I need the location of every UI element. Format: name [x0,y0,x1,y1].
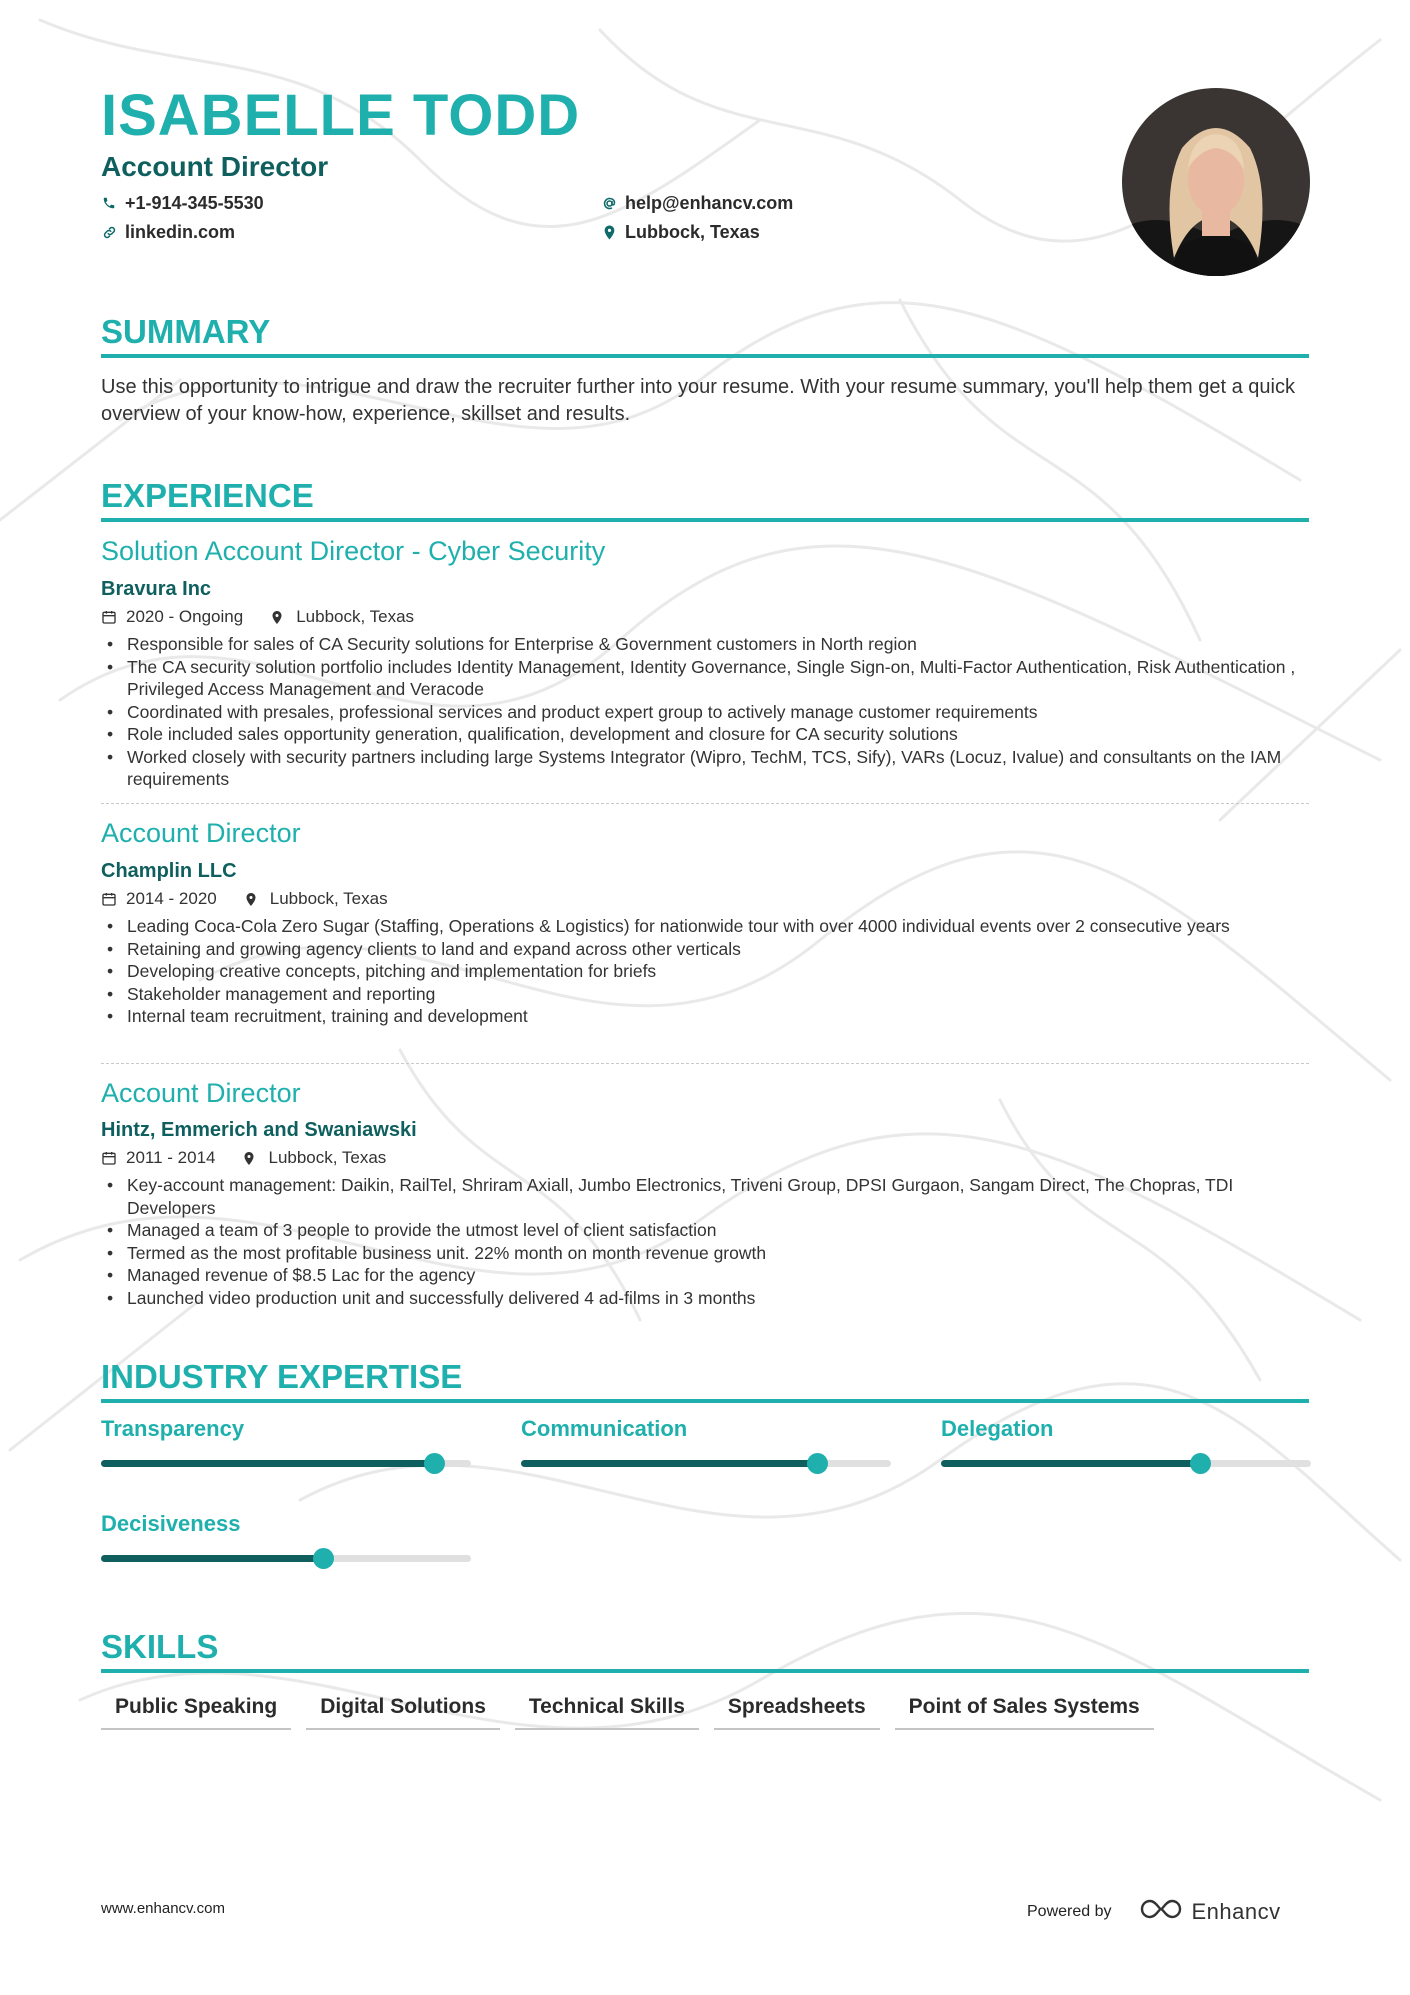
list-item: • Key-account management: Daikin, RailTel, Shriram Axiall, Jumbo Electronics, Triveni Group, DPSI Gurgaon, Sangam Direct, The Chopras, TDI Developers [127,1174,1309,1219]
summary-text: Use this opportunity to intrigue and draw the recruiter further into your resume. With your resume summary, you'll help them get a quick overview of your know-how, experience, skillset and results. [101,376,1295,425]
job-company: Hintz, Emmerich and Swaniawski [101,1119,417,1141]
expertise-item [941,1416,1311,1467]
list-item: • Internal team recruitment, training and development [127,1005,1309,1028]
profile-photo [1122,88,1310,276]
powered-by-text: Powered by [1027,1902,1112,1920]
expertise-fill [101,1555,323,1562]
contact-phone [101,192,264,214]
job-dates: 2011 - 2014 [126,1148,216,1167]
list-item: • Managed revenue of $8.5 Lac for the agency [127,1264,1309,1287]
skills-heading: SKILLS [101,1628,219,1665]
job-company: Bravura Inc [101,578,212,600]
job-title: Account Director [101,1078,301,1108]
expertise-bar [941,1460,1311,1467]
list-item: • Retaining and growing agency clients to land and expand across other verticals [127,938,1309,961]
list-item: • Coordinated with presales, professional services and product expert group to actively manage customer requirements [127,701,1309,724]
list-item: • Launched video production unit and successfully delivered 4 ad-films in 3 months [127,1287,1309,1310]
job-location: Lubbock, Texas [269,889,388,908]
expertise-bar [101,1555,471,1562]
job-dates: 2014 - 2020 [126,889,217,908]
list-item: • Leading Coca-Cola Zero Sugar (Staffing, Operations & Logistics) for nationwide tour with over 4000 individual events over 2 consecutive years [127,915,1309,938]
list-item: • Developing creative concepts, pitching and implementation for briefs [127,960,1309,983]
expertise-label: Delegation [941,1416,1054,1441]
expertise-bar [521,1460,891,1467]
expertise-rule [101,1399,1309,1403]
expertise-label: Transparency [101,1416,245,1441]
expertise-item [101,1416,471,1467]
expertise-dot [424,1453,445,1474]
skill-tag: Technical Skills [515,1694,699,1730]
expertise-bar [101,1460,471,1467]
expertise-fill [941,1460,1200,1467]
list-item: • Responsible for sales of CA Security solutions for Enterprise & Government customers in North region [127,633,1309,656]
email-text[interactable]: help@enhancv.com [625,193,794,213]
link-icon [101,224,117,240]
enhancv-logo-icon [1138,1897,1184,1926]
expertise-fill [521,1460,817,1467]
job-location: Lubbock, Texas [296,607,415,626]
phone-icon [101,195,117,211]
list-item: • Managed a team of 3 people to provide the utmost level of client satisfaction [127,1219,1309,1242]
location-pin-icon [601,224,617,240]
job-meta [101,888,388,910]
job-bullets [101,633,1309,791]
linkedin-text[interactable]: linkedin.com [125,222,236,242]
brand-name: Enhancv [1191,1898,1281,1924]
skills-rule [101,1669,1309,1673]
job-dates: 2020 - Ongoing [126,607,244,626]
phone-text[interactable]: +1-914-345-5530 [125,193,264,213]
contact-location [601,221,760,243]
calendar-icon [101,609,117,625]
skills-list [101,1694,1169,1730]
experience-heading: EXPERIENCE [101,477,314,514]
calendar-icon [101,891,117,907]
footer-website[interactable]: www.enhancv.com [101,1900,225,1917]
location-pin-icon [245,891,261,907]
expertise-label: Communication [521,1416,688,1441]
at-icon [601,195,617,211]
list-item: • Termed as the most profitable business unit. 22% month on month revenue growth [127,1242,1309,1265]
list-item: • The CA security solution portfolio includes Identity Management, Identity Governance, Single Sign-on, Multi-Factor Authentication, Risk Authentication , Privileged Access Management and Veracode [127,656,1309,701]
list-item: • Role included sales opportunity generation, qualification, development and closure for CA security solutions [127,723,1309,746]
job-bullets [101,1174,1309,1309]
job-location: Lubbock, Texas [268,1148,387,1167]
list-item: • Worked closely with security partners including large Systems Integrator (Wipro, TechM, TCS, Sify), VARs (Locuz, Ivalue) and consultants on the IAM requirements [127,746,1309,791]
summary-rule [101,354,1309,358]
expertise-dot [1190,1453,1211,1474]
job-meta [101,606,414,628]
list-item: • Stakeholder management and reporting [127,983,1309,1006]
expertise-fill [101,1460,434,1467]
skill-tag: Spreadsheets [714,1694,880,1730]
job-divider [101,1063,1309,1064]
expertise-dot [807,1453,828,1474]
expertise-item [101,1511,471,1562]
expertise-dot [313,1548,334,1569]
summary-heading: SUMMARY [101,313,271,350]
location-pin-icon [271,609,287,625]
candidate-name: ISABELLE TODD [101,83,581,148]
calendar-icon [101,1150,117,1166]
candidate-title: Account Director [101,151,329,182]
job-meta [101,1147,386,1169]
location-pin-icon [243,1150,259,1166]
expertise-label: Decisiveness [101,1511,241,1536]
job-company: Champlin LLC [101,860,237,882]
job-title: Solution Account Director - Cyber Security [101,536,606,566]
contact-linkedin [101,221,235,243]
location-text: Lubbock, Texas [625,222,760,242]
contact-email [601,192,793,214]
skill-tag: Public Speaking [101,1694,291,1730]
expertise-heading: INDUSTRY EXPERTISE [101,1358,463,1395]
expertise-item [521,1416,891,1467]
footer-branding [1027,1897,1281,1926]
job-title: Account Director [101,818,301,848]
job-divider [101,803,1309,804]
skill-tag: Digital Solutions [306,1694,500,1730]
skill-tag: Point of Sales Systems [895,1694,1154,1730]
job-bullets [101,915,1309,1028]
experience-rule [101,518,1309,522]
